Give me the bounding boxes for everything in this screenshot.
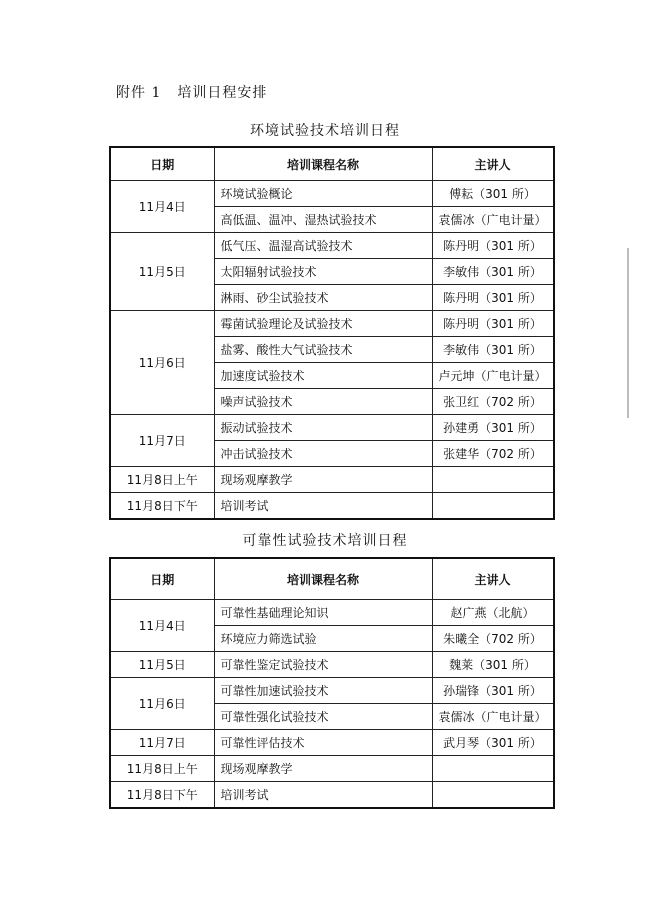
reliability-schedule-table bbox=[109, 557, 555, 809]
lecturer-cell: 李敏伟（301 所） bbox=[432, 259, 554, 285]
header-course: 培训课程名称 bbox=[214, 147, 432, 181]
course-cell: 低气压、温湿高试验技术 bbox=[214, 233, 432, 259]
date-cell: 11月8日上午 bbox=[110, 756, 214, 782]
course-cell: 高低温、温冲、湿热试验技术 bbox=[214, 207, 432, 233]
lecturer-cell: 魏莱（301 所） bbox=[432, 652, 554, 678]
course-cell: 淋雨、砂尘试验技术 bbox=[214, 285, 432, 311]
lecturer-cell: 张卫红（702 所） bbox=[432, 389, 554, 415]
scan-edge-mark bbox=[627, 248, 629, 418]
table-row bbox=[110, 600, 554, 626]
lecturer-cell: 张建华（702 所） bbox=[432, 441, 554, 467]
date-cell: 11月6日 bbox=[110, 311, 214, 415]
header-course: 培训课程名称 bbox=[214, 558, 432, 600]
lecturer-cell: 孙建勇（301 所） bbox=[432, 415, 554, 441]
course-cell: 可靠性基础理论知识 bbox=[214, 600, 432, 626]
date-cell: 11月5日 bbox=[110, 652, 214, 678]
header-date: 日期 bbox=[110, 558, 214, 600]
table-row bbox=[110, 730, 554, 756]
lecturer-cell bbox=[432, 782, 554, 809]
table-row bbox=[110, 782, 554, 809]
lecturer-cell: 傅耘（301 所） bbox=[432, 181, 554, 207]
course-cell: 培训考试 bbox=[214, 782, 432, 809]
table-row bbox=[110, 652, 554, 678]
lecturer-cell: 卢元坤（广电计量） bbox=[432, 363, 554, 389]
course-cell: 噪声试验技术 bbox=[214, 389, 432, 415]
date-cell: 11月4日 bbox=[110, 181, 214, 233]
course-cell: 盐雾、酸性大气试验技术 bbox=[214, 337, 432, 363]
lecturer-cell: 陈丹明（301 所） bbox=[432, 311, 554, 337]
header-lecturer: 主讲人 bbox=[432, 147, 554, 181]
lecturer-cell: 武月琴（301 所） bbox=[432, 730, 554, 756]
table-row bbox=[110, 233, 554, 259]
lecturer-cell: 陈丹明（301 所） bbox=[432, 233, 554, 259]
course-cell: 可靠性加速试验技术 bbox=[214, 678, 432, 704]
course-cell: 现场观摩教学 bbox=[214, 756, 432, 782]
lecturer-cell bbox=[432, 467, 554, 493]
table-row bbox=[110, 181, 554, 207]
attachment-label: 附件 1 bbox=[116, 85, 162, 101]
date-cell: 11月8日上午 bbox=[110, 467, 214, 493]
course-cell: 可靠性鉴定试验技术 bbox=[214, 652, 432, 678]
date-cell: 11月8日下午 bbox=[110, 782, 214, 809]
lecturer-cell: 陈丹明（301 所） bbox=[432, 285, 554, 311]
course-cell: 环境试验概论 bbox=[214, 181, 432, 207]
attachment-heading bbox=[116, 82, 267, 102]
table-header-row bbox=[110, 147, 554, 181]
course-cell: 振动试验技术 bbox=[214, 415, 432, 441]
course-cell: 冲击试验技术 bbox=[214, 441, 432, 467]
lecturer-cell: 朱曦全（702 所） bbox=[432, 626, 554, 652]
course-cell: 现场观摩教学 bbox=[214, 467, 432, 493]
table-row bbox=[110, 415, 554, 441]
table-row bbox=[110, 493, 554, 520]
course-cell: 霉菌试验理论及试验技术 bbox=[214, 311, 432, 337]
course-cell: 环境应力筛选试验 bbox=[214, 626, 432, 652]
table-header-row bbox=[110, 558, 554, 600]
date-cell: 11月7日 bbox=[110, 415, 214, 467]
course-cell: 可靠性评估技术 bbox=[214, 730, 432, 756]
lecturer-cell bbox=[432, 756, 554, 782]
lecturer-cell: 李敏伟（301 所） bbox=[432, 337, 554, 363]
table-row bbox=[110, 756, 554, 782]
course-cell: 太阳辐射试验技术 bbox=[214, 259, 432, 285]
date-cell: 11月7日 bbox=[110, 730, 214, 756]
date-cell: 11月6日 bbox=[110, 678, 214, 730]
attachment-title: 培训日程安排 bbox=[177, 85, 268, 101]
date-cell: 11月5日 bbox=[110, 233, 214, 311]
environment-schedule-table bbox=[109, 146, 555, 520]
header-date: 日期 bbox=[110, 147, 214, 181]
table1-title: 环境试验技术培训日程 bbox=[250, 123, 400, 139]
course-cell: 培训考试 bbox=[214, 493, 432, 520]
table2-title: 可靠性试验技术培训日程 bbox=[242, 533, 408, 549]
header-lecturer: 主讲人 bbox=[432, 558, 554, 600]
table-row bbox=[110, 311, 554, 337]
course-cell: 加速度试验技术 bbox=[214, 363, 432, 389]
lecturer-cell: 袁儒冰（广电计量） bbox=[432, 207, 554, 233]
lecturer-cell bbox=[432, 493, 554, 520]
lecturer-cell: 孙瑞锋（301 所） bbox=[432, 678, 554, 704]
lecturer-cell: 袁儒冰（广电计量） bbox=[432, 704, 554, 730]
lecturer-cell: 赵广燕（北航） bbox=[432, 600, 554, 626]
course-cell: 可靠性强化试验技术 bbox=[214, 704, 432, 730]
table-row bbox=[110, 678, 554, 704]
date-cell: 11月4日 bbox=[110, 600, 214, 652]
date-cell: 11月8日下午 bbox=[110, 493, 214, 520]
table-row bbox=[110, 467, 554, 493]
